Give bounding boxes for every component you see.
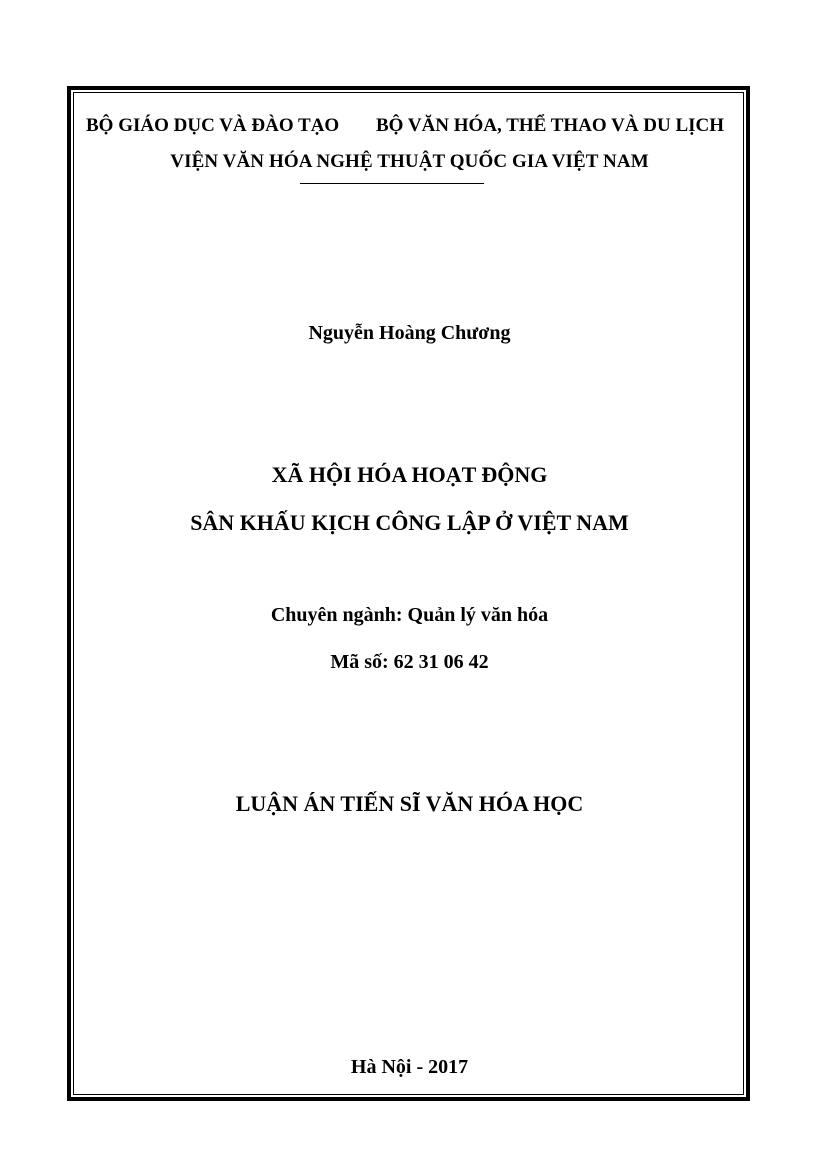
author-name: Nguyễn Hoàng Chương — [308, 322, 511, 344]
institute-name: VIỆN VĂN HÓA NGHỆ THUẬT QUỐC GIA VIỆT NAM — [170, 151, 649, 172]
thesis-title-line-2: SÂN KHẤU KỊCH CÔNG LẬP Ở VIỆT NAM — [190, 510, 629, 535]
page-border-inner — [73, 92, 744, 1095]
specialization-code: Mã số: 62 31 06 42 — [330, 651, 489, 673]
degree-title: LUẬN ÁN TIẾN SĨ VĂN HÓA HỌC — [235, 791, 584, 816]
ministry-left: BỘ GIÁO DỤC VÀ ĐÀO TẠO — [86, 115, 340, 136]
ministry-right: BỘ VĂN HÓA, THỂ THAO VÀ DU LỊCH — [376, 115, 725, 136]
place-and-year: Hà Nội - 2017 — [350, 1056, 469, 1078]
specialization: Chuyên ngành: Quản lý văn hóa — [270, 604, 549, 626]
thesis-title-line-1: XÃ HỘI HÓA HOẠT ĐỘNG — [271, 462, 548, 487]
header-underline — [300, 183, 484, 184]
ministry-header — [0, 115, 819, 139]
